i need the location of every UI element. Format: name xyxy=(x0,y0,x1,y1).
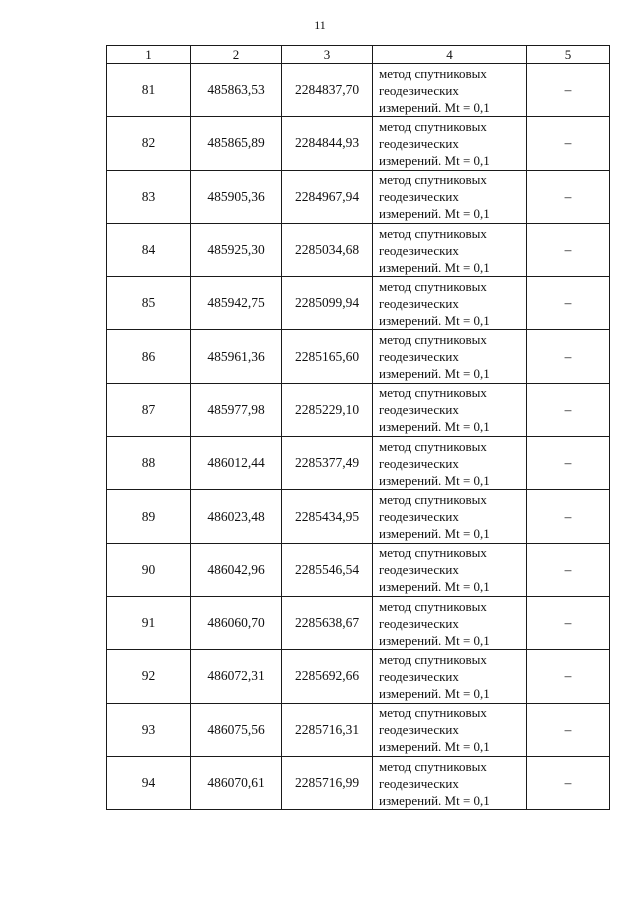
cell-y-coordinate: 2285434,95 xyxy=(282,490,373,543)
cell-note: – xyxy=(527,64,610,117)
method-line-2: геодезических xyxy=(379,135,459,151)
cell-method xyxy=(373,223,527,276)
table-header-row xyxy=(107,46,610,64)
cell-point-number: 92 xyxy=(107,650,191,703)
cell-y-coordinate: 2285034,68 xyxy=(282,223,373,276)
page-number: 11 xyxy=(314,18,326,32)
cell-y-coordinate: 2285546,54 xyxy=(282,543,373,596)
method-line-1: метод спутниковых xyxy=(379,65,487,81)
column-header-y: 3 xyxy=(282,46,373,64)
cell-method xyxy=(373,117,527,170)
cell-note: – xyxy=(527,223,610,276)
cell-y-coordinate: 2285638,67 xyxy=(282,596,373,649)
cell-note: – xyxy=(527,330,610,383)
coordinates-table xyxy=(106,45,610,810)
method-line-2: геодезических xyxy=(379,775,459,791)
method-line-3: измерений. Mt = 0,1 xyxy=(379,99,490,115)
cell-point-number: 87 xyxy=(107,383,191,436)
cell-x-coordinate: 485942,75 xyxy=(191,277,282,330)
table-row xyxy=(107,64,610,117)
method-line-3: измерений. Mt = 0,1 xyxy=(379,472,490,488)
cell-method xyxy=(373,277,527,330)
cell-x-coordinate: 485977,98 xyxy=(191,383,282,436)
cell-y-coordinate: 2285692,66 xyxy=(282,650,373,703)
method-line-2: геодезических xyxy=(379,615,459,631)
cell-point-number: 94 xyxy=(107,756,191,809)
method-line-3: измерений. Mt = 0,1 xyxy=(379,206,490,222)
cell-point-number: 93 xyxy=(107,703,191,756)
cell-point-number: 84 xyxy=(107,223,191,276)
method-line-2: геодезических xyxy=(379,242,459,258)
method-line-2: геодезических xyxy=(379,402,459,418)
method-line-2: геодезических xyxy=(379,455,459,471)
cell-point-number: 91 xyxy=(107,596,191,649)
method-line-1: метод спутниковых xyxy=(379,492,487,508)
method-line-2: геодезических xyxy=(379,562,459,578)
method-line-2: геодезических xyxy=(379,82,459,98)
table-row xyxy=(107,543,610,596)
cell-method xyxy=(373,703,527,756)
table-row xyxy=(107,437,610,490)
cell-point-number: 89 xyxy=(107,490,191,543)
cell-note: – xyxy=(527,490,610,543)
cell-point-number: 82 xyxy=(107,117,191,170)
cell-y-coordinate: 2284967,94 xyxy=(282,170,373,223)
cell-point-number: 81 xyxy=(107,64,191,117)
cell-point-number: 83 xyxy=(107,170,191,223)
method-line-3: измерений. Mt = 0,1 xyxy=(379,685,490,701)
column-header-x: 2 xyxy=(191,46,282,64)
method-line-3: измерений. Mt = 0,1 xyxy=(379,259,490,275)
cell-y-coordinate: 2285377,49 xyxy=(282,437,373,490)
method-line-1: метод спутниковых xyxy=(379,438,487,454)
cell-y-coordinate: 2285229,10 xyxy=(282,383,373,436)
cell-note: – xyxy=(527,437,610,490)
table-row xyxy=(107,756,610,809)
cell-method xyxy=(373,650,527,703)
cell-method xyxy=(373,490,527,543)
method-line-2: геодезических xyxy=(379,295,459,311)
cell-method xyxy=(373,437,527,490)
table-row xyxy=(107,170,610,223)
cell-x-coordinate: 486060,70 xyxy=(191,596,282,649)
table-row xyxy=(107,703,610,756)
cell-x-coordinate: 485961,36 xyxy=(191,330,282,383)
method-line-1: метод спутниковых xyxy=(379,705,487,721)
cell-x-coordinate: 485925,30 xyxy=(191,223,282,276)
cell-x-coordinate: 485863,53 xyxy=(191,64,282,117)
method-line-1: метод спутниковых xyxy=(379,332,487,348)
cell-point-number: 86 xyxy=(107,330,191,383)
cell-x-coordinate: 486075,56 xyxy=(191,703,282,756)
cell-note: – xyxy=(527,277,610,330)
method-line-3: измерений. Mt = 0,1 xyxy=(379,366,490,382)
cell-note: – xyxy=(527,543,610,596)
column-header-point-number: 1 xyxy=(107,46,191,64)
method-line-1: метод спутниковых xyxy=(379,545,487,561)
cell-y-coordinate: 2285716,31 xyxy=(282,703,373,756)
method-line-1: метод спутниковых xyxy=(379,651,487,667)
method-line-3: измерений. Mt = 0,1 xyxy=(379,632,490,648)
cell-x-coordinate: 486072,31 xyxy=(191,650,282,703)
cell-method xyxy=(373,543,527,596)
method-line-1: метод спутниковых xyxy=(379,278,487,294)
cell-method xyxy=(373,170,527,223)
table-row xyxy=(107,117,610,170)
cell-method xyxy=(373,330,527,383)
cell-y-coordinate: 2284837,70 xyxy=(282,64,373,117)
table-row xyxy=(107,650,610,703)
cell-method xyxy=(373,64,527,117)
method-line-3: измерений. Mt = 0,1 xyxy=(379,419,490,435)
method-line-3: измерений. Mt = 0,1 xyxy=(379,739,490,755)
table-row xyxy=(107,277,610,330)
cell-point-number: 88 xyxy=(107,437,191,490)
cell-method xyxy=(373,596,527,649)
table-row xyxy=(107,490,610,543)
method-line-1: метод спутниковых xyxy=(379,598,487,614)
cell-note: – xyxy=(527,170,610,223)
table-row xyxy=(107,383,610,436)
cell-y-coordinate: 2285099,94 xyxy=(282,277,373,330)
method-line-2: геодезических xyxy=(379,509,459,525)
method-line-1: метод спутниковых xyxy=(379,172,487,188)
method-line-3: измерений. Mt = 0,1 xyxy=(379,526,490,542)
column-header-note: 5 xyxy=(527,46,610,64)
cell-note: – xyxy=(527,756,610,809)
method-line-3: измерений. Mt = 0,1 xyxy=(379,579,490,595)
table-row xyxy=(107,330,610,383)
cell-x-coordinate: 486023,48 xyxy=(191,490,282,543)
cell-note: – xyxy=(527,117,610,170)
cell-note: – xyxy=(527,383,610,436)
method-line-1: метод спутниковых xyxy=(379,225,487,241)
cell-x-coordinate: 485865,89 xyxy=(191,117,282,170)
cell-y-coordinate: 2285716,99 xyxy=(282,756,373,809)
cell-y-coordinate: 2285165,60 xyxy=(282,330,373,383)
cell-y-coordinate: 2284844,93 xyxy=(282,117,373,170)
method-line-2: геодезических xyxy=(379,722,459,738)
method-line-3: измерений. Mt = 0,1 xyxy=(379,312,490,328)
method-line-2: геодезических xyxy=(379,668,459,684)
method-line-2: геодезических xyxy=(379,189,459,205)
method-line-1: метод спутниковых xyxy=(379,385,487,401)
table-row xyxy=(107,223,610,276)
cell-point-number: 85 xyxy=(107,277,191,330)
method-line-1: метод спутниковых xyxy=(379,118,487,134)
cell-point-number: 90 xyxy=(107,543,191,596)
cell-x-coordinate: 486012,44 xyxy=(191,437,282,490)
column-header-method: 4 xyxy=(373,46,527,64)
cell-note: – xyxy=(527,650,610,703)
cell-x-coordinate: 486070,61 xyxy=(191,756,282,809)
method-line-3: измерений. Mt = 0,1 xyxy=(379,152,490,168)
cell-note: – xyxy=(527,703,610,756)
cell-method xyxy=(373,756,527,809)
cell-method xyxy=(373,383,527,436)
cell-x-coordinate: 486042,96 xyxy=(191,543,282,596)
cell-note: – xyxy=(527,596,610,649)
cell-x-coordinate: 485905,36 xyxy=(191,170,282,223)
method-line-2: геодезических xyxy=(379,349,459,365)
method-line-1: метод спутниковых xyxy=(379,758,487,774)
table-row xyxy=(107,596,610,649)
method-line-3: измерений. Mt = 0,1 xyxy=(379,792,490,808)
